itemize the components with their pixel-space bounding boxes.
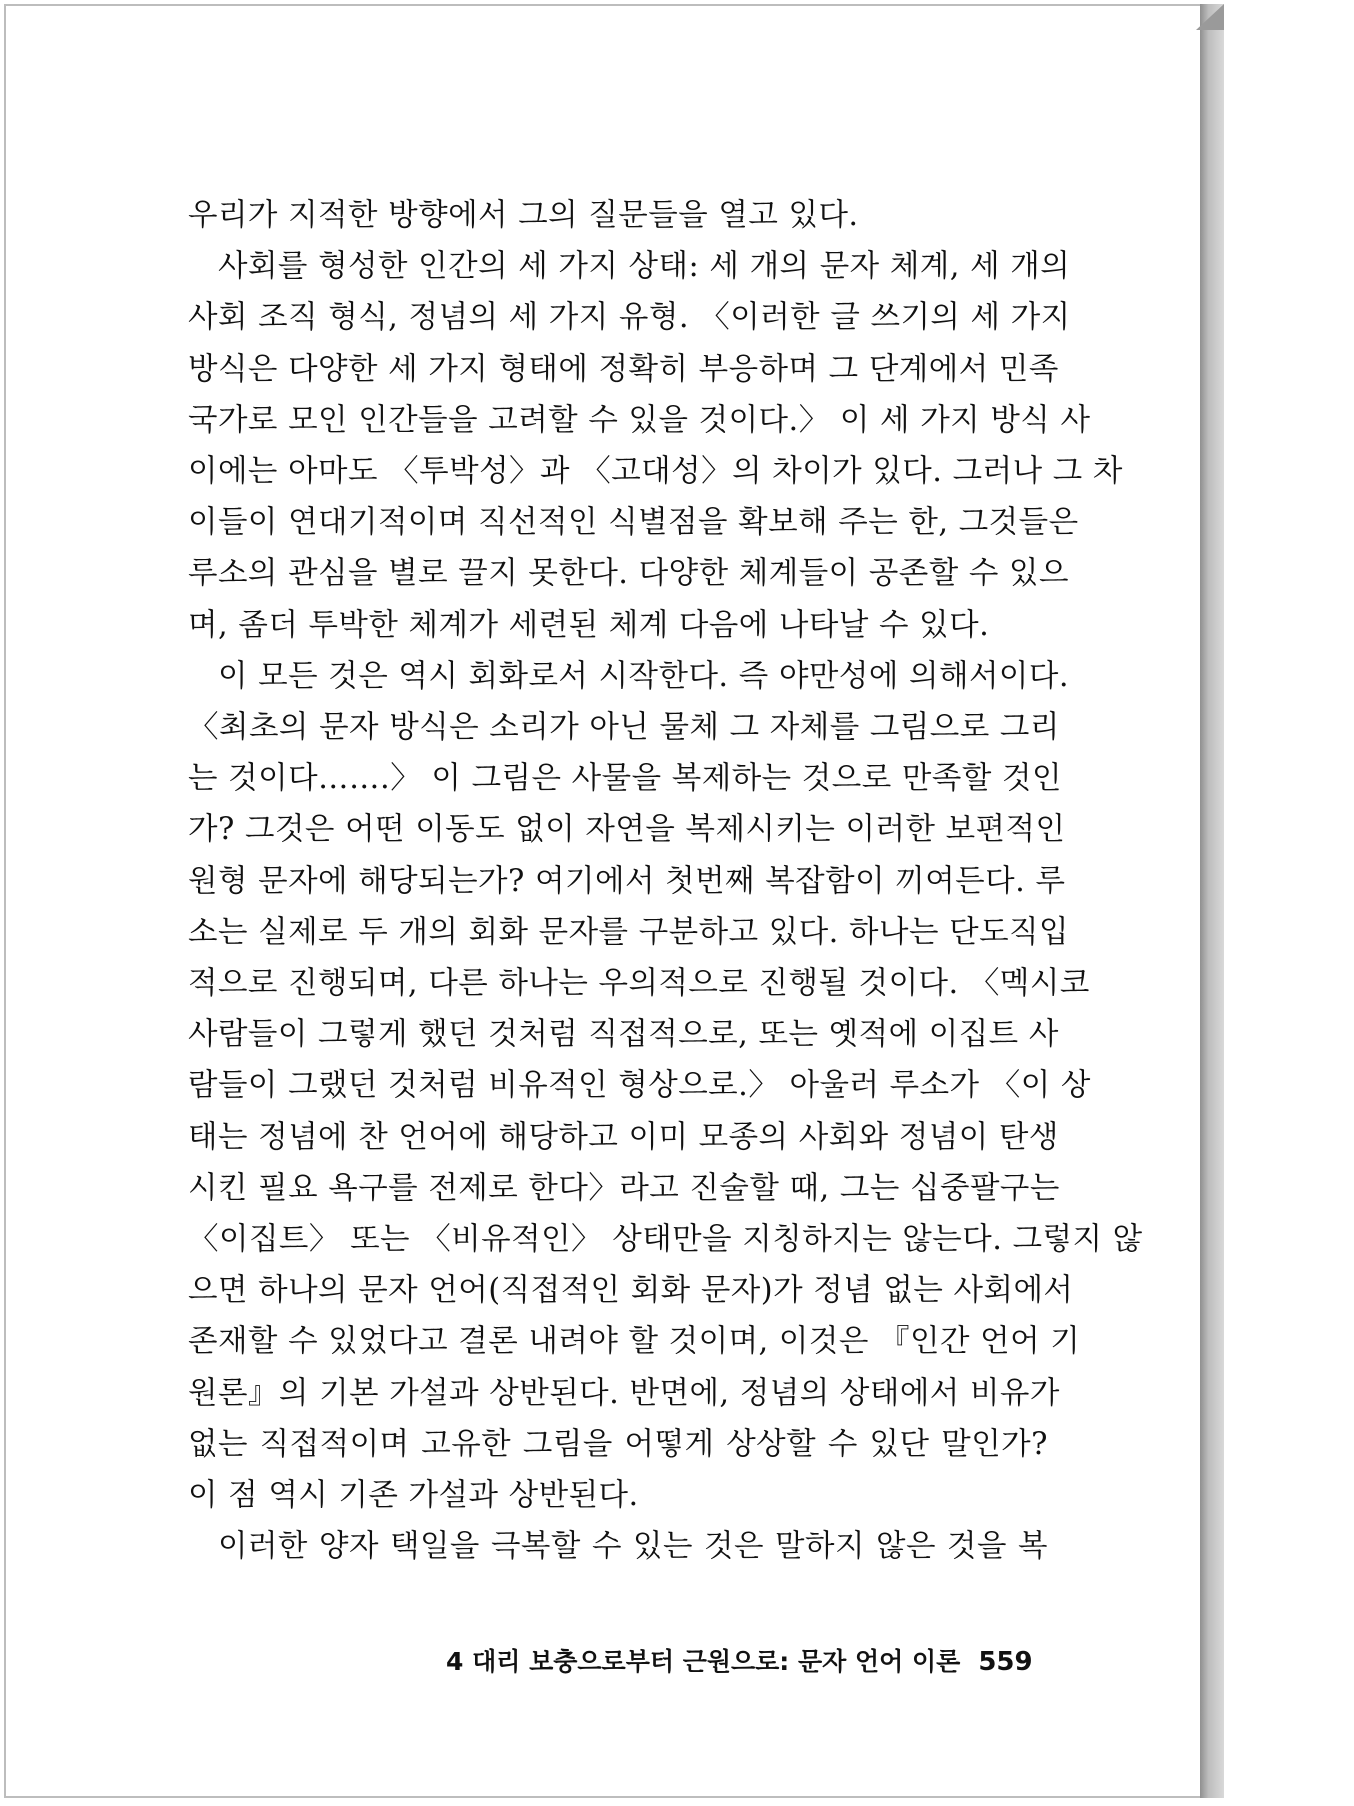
text-line: 이들이 연대기적이며 직선적인 식별점을 확보해 주는 한, 그것들은	[188, 505, 1079, 541]
text-line: 는 것이다…….〉 이 그림은 사물을 복제하는 것으로 만족할 것인	[188, 761, 1062, 797]
text-line: 원형 문자에 해당되는가? 여기에서 첫번째 복잡함이 끼여든다. 루	[188, 863, 1066, 899]
text-line: 며, 좀더 투박한 체계가 세련된 체계 다음에 나타날 수 있다.	[188, 607, 990, 643]
text-line: 으면 하나의 문자 언어(직접적인 회화 문자)가 정념 없는 사회에서	[188, 1273, 1074, 1309]
text-line: 이러한 양자 택일을 극복할 수 있는 것은 말하지 않은 것을 복	[218, 1529, 1048, 1565]
text-line: 〈이집트〉 또는 〈비유적인〉 상태만을 지칭하지는 않는다. 그렇지 않	[188, 1222, 1143, 1258]
text-line: 람들이 그랬던 것처럼 비유적인 형상으로.〉 아울러 루소가 〈이 상	[188, 1068, 1091, 1104]
text-line: 사회 조직 형식, 정념의 세 가지 유형. 〈이러한 글 쓰기의 세 가지	[188, 300, 1071, 336]
text-line: 이 모든 것은 역시 회화로서 시작한다. 즉 야만성에 의해서이다.	[218, 658, 1070, 694]
page-edge-shadow	[1200, 4, 1224, 1798]
text-line: 가? 그것은 어떤 이동도 없이 자연을 복제시키는 이러한 보편적인	[188, 812, 1066, 848]
body-paragraphs	[188, 190, 1143, 1572]
text-line: 국가로 모인 인간들을 고려할 수 있을 것이다.〉 이 세 가지 방식 사	[188, 402, 1091, 438]
text-line: 소는 실제로 두 개의 회화 문자를 구분하고 있다. 하나는 단도직입	[188, 914, 1069, 950]
text-line: 사람들이 그렇게 했던 것처럼 직접적으로, 또는 옛적에 이집트 사	[188, 1017, 1059, 1053]
page-corner	[1196, 4, 1224, 30]
body-text	[188, 190, 1143, 1572]
text-line: 태는 정념에 찬 언어에 해당하고 이미 모종의 사회와 정념이 탄생	[188, 1119, 1059, 1155]
text-line: 시킨 필요 욕구를 전제로 한다〉라고 진술할 때, 그는 십중팔구는	[188, 1170, 1060, 1206]
text-line: 우리가 지적한 방향에서 그의 질문들을 열고 있다.	[188, 198, 859, 233]
page-footer	[446, 1640, 1046, 1684]
text-line: 〈최초의 문자 방식은 소리가 아닌 물체 그 자체를 그림으로 그리	[188, 710, 1060, 746]
text-line: 적으로 진행되며, 다른 하나는 우의적으로 진행될 것이다. 〈멕시코	[188, 966, 1090, 1002]
text-line: 루소의 관심을 별로 끌지 못한다. 다양한 체계들이 공존할 수 있으	[188, 556, 1069, 592]
text-line: 원론』의 기본 가설과 상반된다. 반면에, 정념의 상태에서 비유가	[188, 1375, 1060, 1411]
text-line: 이에는 아마도 〈투박성〉과 〈고대성〉의 차이가 있다. 그러나 그 차	[188, 454, 1123, 490]
running-head: 4 대리 보충으로부터 근원으로: 문자 언어 이론	[446, 1647, 961, 1676]
text-line: 없는 직접적이며 고유한 그림을 어떻게 상상할 수 있단 말인가?	[188, 1426, 1048, 1462]
text-line: 이 점 역시 기존 가설과 상반된다.	[188, 1478, 639, 1514]
page-number: 559	[978, 1647, 1033, 1677]
text-line: 사회를 형성한 인간의 세 가지 상태: 세 개의 문자 체계, 세 개의	[218, 249, 1071, 285]
text-line: 방식은 다양한 세 가지 형태에 정확히 부응하며 그 단계에서 민족	[188, 351, 1059, 387]
text-line: 존재할 수 있었다고 결론 내려야 할 것이며, 이것은 『인간 언어 기	[188, 1324, 1081, 1360]
